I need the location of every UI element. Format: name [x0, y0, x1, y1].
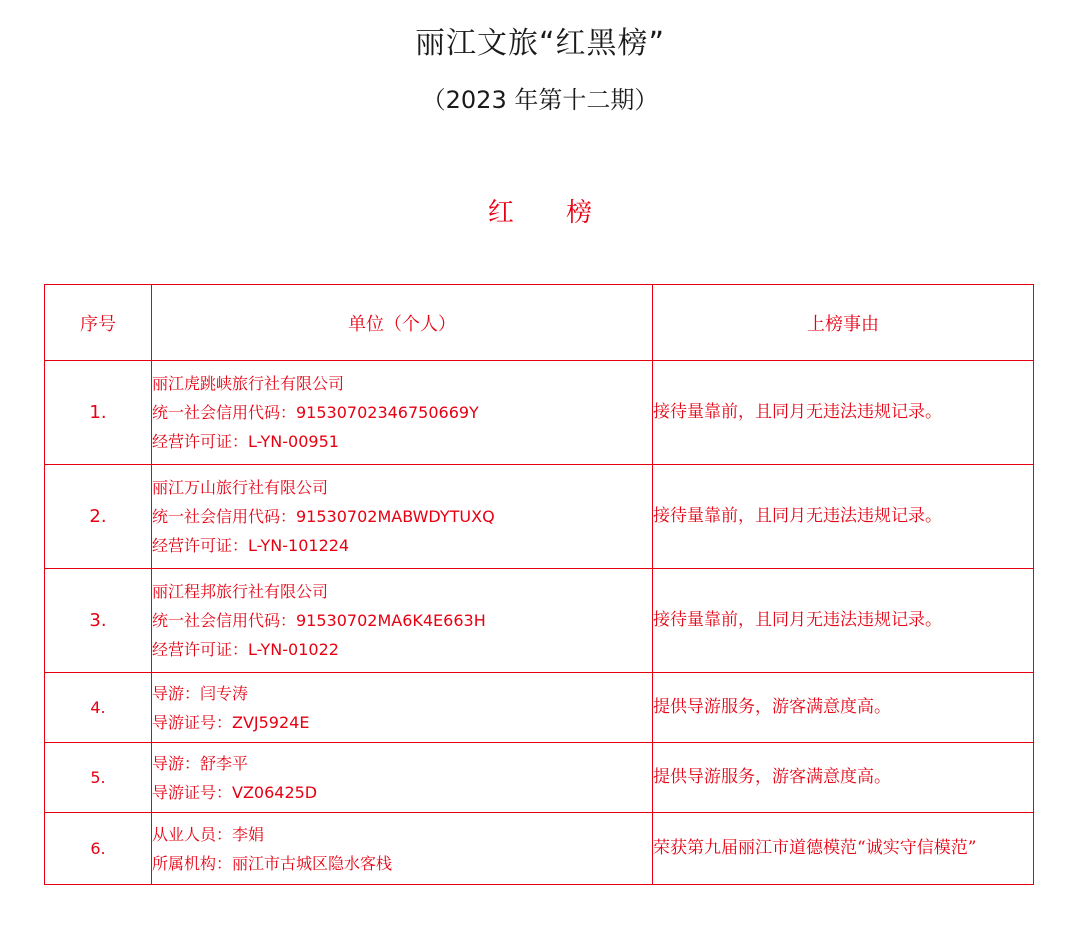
row-reason: 荣获第九届丽江市道德模范“诚实守信模范”: [653, 813, 1034, 885]
unit-name: 丽江虎跳峡旅行社有限公司: [152, 374, 345, 393]
row-number: 1.: [45, 361, 152, 465]
table-header-row: [45, 285, 1034, 361]
header-number: 序号: [45, 285, 152, 361]
credit-code: 统一社会信用代码：91530702MABWDYTUXQ: [152, 507, 495, 526]
header-unit: 单位（个人）: [152, 285, 653, 361]
table-row: [45, 465, 1034, 569]
table-row: [45, 673, 1034, 743]
unit-name: 丽江程邦旅行社有限公司: [152, 582, 329, 601]
guide-license: 导游证号：ZVJ5924E: [152, 712, 310, 732]
table-row: [45, 743, 1034, 813]
row-reason: 提供导游服务，游客满意度高。: [653, 743, 1034, 813]
row-unit: [152, 743, 653, 813]
row-number: 2.: [45, 465, 152, 569]
row-number: 5.: [45, 743, 152, 813]
section-heading-red-list: 红 榜: [487, 198, 615, 228]
row-unit: [152, 569, 653, 673]
row-reason: 接待量靠前，且同月无违法违规记录。: [653, 361, 1034, 465]
table-row: [45, 569, 1034, 673]
credit-code: 统一社会信用代码：91530702346750669Y: [152, 403, 479, 422]
header-reason: 上榜事由: [653, 285, 1034, 361]
license-number: 经营许可证：L-YN-01022: [152, 640, 339, 659]
row-unit: [152, 813, 653, 885]
document-subtitle: （2023 年第十二期）: [421, 86, 659, 114]
staff-name: 从业人员：李娟: [152, 824, 265, 844]
row-number: 3.: [45, 569, 152, 673]
row-number: 6.: [45, 813, 152, 885]
table-row: [45, 813, 1034, 885]
staff-organization: 所属机构：丽江市古城区隐水客栈: [152, 853, 393, 873]
row-reason: 接待量靠前，且同月无违法违规记录。: [653, 569, 1034, 673]
unit-name: 丽江万山旅行社有限公司: [152, 478, 329, 497]
row-unit: [152, 361, 653, 465]
row-reason: 提供导游服务，游客满意度高。: [653, 673, 1034, 743]
guide-name: 导游：闫专涛: [152, 683, 249, 703]
row-reason: 接待量靠前，且同月无违法违规记录。: [653, 465, 1034, 569]
guide-license: 导游证号：VZ06425D: [152, 782, 318, 802]
row-unit: [152, 673, 653, 743]
table-row: [45, 361, 1034, 465]
guide-name: 导游：舒李平: [152, 753, 249, 773]
license-number: 经营许可证：L-YN-101224: [152, 536, 350, 555]
credit-code: 统一社会信用代码：91530702MA6K4E663H: [152, 611, 486, 630]
row-number: 4.: [45, 673, 152, 743]
license-number: 经营许可证：L-YN-00951: [152, 432, 339, 451]
red-list-table: [44, 284, 1034, 885]
row-unit: [152, 465, 653, 569]
document-title: 丽江文旅“红黑榜”: [414, 26, 666, 61]
